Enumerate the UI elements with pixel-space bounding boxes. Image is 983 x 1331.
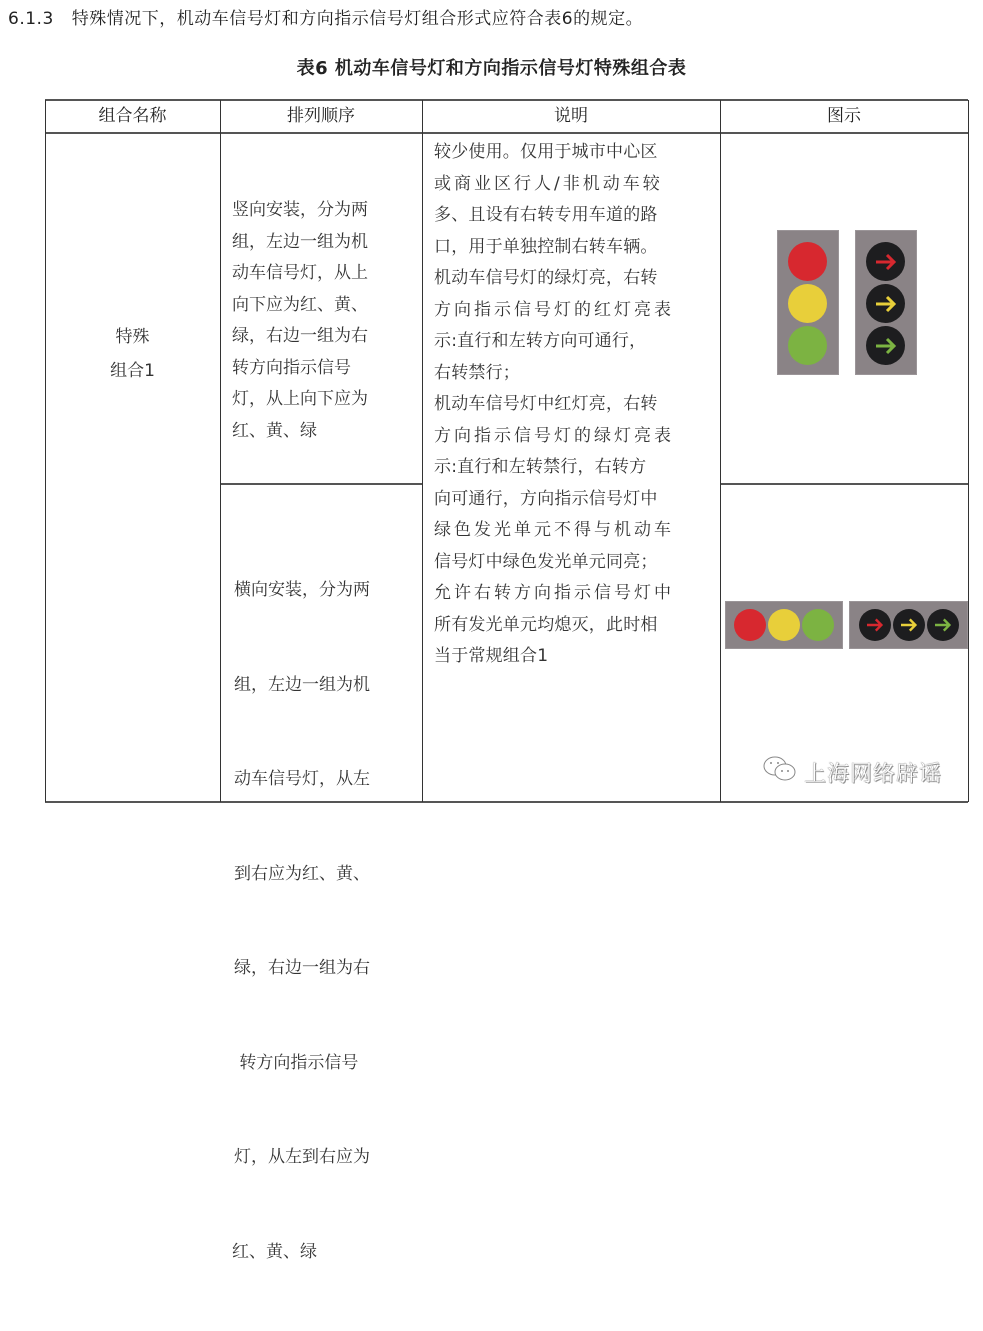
text-line: 较少使用。仅用于城市中心区 [434,142,658,162]
text-line: 所有发光单元均熄灭，此时相 [434,614,658,635]
text-line: 红、黄、绿 [232,1241,317,1262]
col-border-3 [720,100,721,802]
text-line: 转方向指示信号 [232,357,351,378]
red-lamp [788,242,827,281]
red-lamp [734,609,766,641]
text-line: 动车信号灯，从左 [234,769,370,789]
text-line: 右转禁行； [434,362,520,383]
col-border-1 [220,100,221,802]
watermark [762,754,942,790]
text-line: 允许右转方向指示信号灯中 [434,583,674,603]
text-line: 灯，从上向下应为 [232,389,368,409]
col-border-2 [422,100,423,802]
text-line: 灯，从左到右应为 [234,1147,370,1167]
direction-signal-housing [855,230,917,375]
wechat-icon [762,754,798,790]
text-line: 或商业区行人/非机动车较 [434,173,663,194]
clause-body: 特殊情况下，机动车信号灯和方向指示信号灯组合形式应符合表6的规定。 [71,9,644,29]
header-combination-name: 组合名称 [98,106,167,126]
text-line: 绿色发光单元不得与机动车 [434,520,674,540]
vehicle-signal-housing [777,230,839,375]
row-split-border-order [220,483,422,485]
text-line: 组，左边一组为机 [234,674,370,695]
yellow-lamp [768,609,800,641]
col-border-4 [968,100,969,802]
text-line: 横向安装，分为两 [234,580,370,600]
direction-signal-housing [849,601,968,649]
text-line: 示:直行和左转禁行，右转方 [434,457,647,477]
green-lamp [788,326,827,365]
name-line: 组合1 [110,361,155,381]
green-lamp [802,609,834,641]
text-line: 绿，右边一组为右 [232,326,368,346]
header-arrangement-order: 排列顺序 [287,106,355,126]
text-line: 组，左边一组为机 [232,231,368,252]
description-cell [434,137,714,673]
clause-number: 6.1.3 [8,9,54,29]
header-bottom-border [45,132,968,134]
name-line: 特殊 [115,327,150,347]
row-split-border-figure [720,483,968,485]
yellow-right-arrow-icon [866,284,905,323]
text-line: 当于常规组合1 [434,646,549,666]
green-right-arrow-icon [927,609,959,641]
green-right-arrow-icon [866,326,905,365]
text-line: 绿，右边一组为右 [234,958,370,978]
arrangement-vertical-cell [232,195,412,447]
text-line: 多、且设有右转专用车道的路 [434,205,658,225]
text-line: 方向指示信号灯的红灯亮表 [434,299,674,320]
vehicle-signal-housing [725,601,843,649]
text-line: 信号灯中绿色发光单元同亮； [434,551,658,572]
clause-text [8,4,643,29]
text-line: 竖向安装，分为两 [232,200,368,220]
header-figure: 图示 [827,106,861,126]
text-line: 红、黄、绿 [232,420,317,441]
watermark-text: 上海网络辟谣 [804,761,943,787]
combination-name-cell [45,320,220,388]
table-caption: 表6 机动车信号灯和方向指示信号灯特殊组合表 [296,58,687,79]
arrangement-horizontal-cell [234,512,414,1331]
yellow-lamp [788,284,827,323]
text-line: 方向指示信号灯的绿灯亮表 [434,425,674,446]
text-line: 转方向指示信号 [234,1052,359,1073]
red-right-arrow-icon [866,242,905,281]
col-border-0 [45,100,46,802]
yellow-right-arrow-icon [893,609,925,641]
table-bottom-border [45,801,968,803]
text-line: 到右应为红、黄、 [234,863,370,884]
text-line: 机动车信号灯中红灯亮，右转 [434,394,658,414]
text-line: 机动车信号灯的绿灯亮，右转 [434,268,658,288]
text-line: 向可通行，方向指示信号灯中 [434,488,658,509]
text-line: 动车信号灯，从上 [232,263,368,283]
text-line: 口，用于单独控制右转车辆。 [434,236,658,257]
text-line: 示:直行和左转方向可通行， [434,331,647,351]
header-description: 说明 [554,106,588,126]
text-line: 向下应为红、黄、 [232,294,368,315]
red-right-arrow-icon [859,609,891,641]
